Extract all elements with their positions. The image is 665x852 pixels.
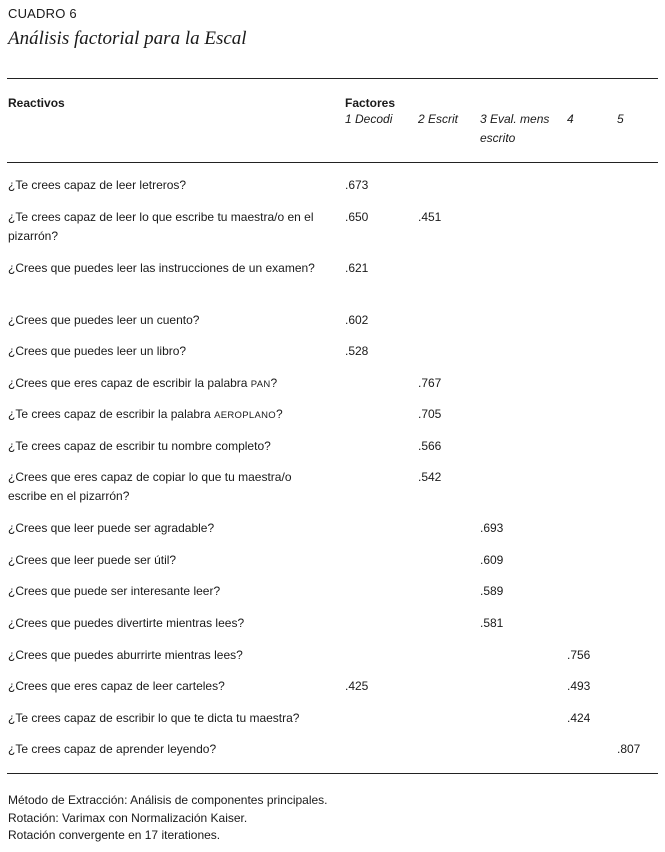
row-item-text: ¿Te crees capaz de escribir tu nombre completo? <box>8 439 271 453</box>
header-rule <box>7 162 658 163</box>
factor-1-loading: .425 <box>345 679 369 693</box>
factor-3-loading: .693 <box>480 521 504 535</box>
table-row <box>0 208 665 248</box>
factor-2-loading: .705 <box>418 407 442 421</box>
row-item-text: ¿Crees que eres capaz de escribir la palabra PAN? <box>8 376 278 390</box>
header-factor-4: 4 <box>567 112 574 126</box>
note-convergence: Rotación convergente en 17 iterationes. <box>8 828 221 842</box>
header-factors: Factores <box>345 96 396 110</box>
factor-3-loading: .581 <box>480 616 504 630</box>
factor-2-loading: .542 <box>418 470 442 484</box>
table-row <box>0 468 665 508</box>
header-factor-2: 2 Escrit <box>418 112 459 126</box>
row-item-text: ¿Crees que eres capaz de copiar lo que tu maestra/o escribe en el pizarrón? <box>8 470 292 503</box>
factor-3-loading: .609 <box>480 553 504 567</box>
row-item-text: ¿Te crees capaz de aprender leyendo? <box>8 742 217 756</box>
factor-2-loading: .451 <box>418 210 442 224</box>
factor-1-loading: .650 <box>345 210 369 224</box>
row-item-text: ¿Crees que puede ser interesante leer? <box>8 584 221 598</box>
row-item-text: ¿Crees que leer puede ser útil? <box>8 553 177 567</box>
factor-3-loading: .589 <box>480 584 504 598</box>
factor-1-loading: .602 <box>345 313 369 327</box>
table-label: CUADRO 6 <box>8 6 77 21</box>
header-factor-3: 3 Eval. mens <box>480 112 550 126</box>
factor-1-loading: .673 <box>345 178 369 192</box>
factor-4-loading: .493 <box>567 679 591 693</box>
table-row <box>0 740 665 780</box>
row-item-text: ¿Crees que puedes leer las instrucciones de un examen? <box>8 261 315 275</box>
row-item-text: ¿Crees que puedes leer un cuento? <box>8 313 200 327</box>
factor-4-loading: .424 <box>567 711 591 725</box>
table-notes <box>8 792 328 845</box>
row-item-text: ¿Crees que eres capaz de leer carteles? <box>8 679 225 693</box>
table-row <box>0 259 665 299</box>
row-item-text: ¿Te crees capaz de escribir lo que te dicta tu maestra? <box>8 711 300 725</box>
row-item-text: ¿Te crees capaz de escribir la palabra AEROPLANO? <box>8 407 283 421</box>
header-factor-1: 1 Decodi <box>345 112 393 126</box>
row-item-text: ¿Te crees capaz de leer letreros? <box>8 178 187 192</box>
row-item-text: ¿Crees que puedes divertirte mientras lees? <box>8 616 245 630</box>
factor-2-loading: .566 <box>418 439 442 453</box>
factor-1-loading: .621 <box>345 261 369 275</box>
row-item-text: ¿Crees que puedes aburrirte mientras lees? <box>8 648 243 662</box>
row-item-text: ¿Crees que puedes leer un libro? <box>8 344 187 358</box>
note-rotation: Rotación: Varimax con Normalización Kaiser. <box>8 810 248 825</box>
bottom-rule <box>7 773 658 774</box>
row-item-text: ¿Te crees capaz de leer lo que escribe tu maestra/o en el pizarrón? <box>8 210 314 243</box>
header-factor-5: 5 <box>617 112 624 126</box>
row-item-text: ¿Crees que leer puede ser agradable? <box>8 521 215 535</box>
table-title: Análisis factorial para la Escal <box>8 28 247 49</box>
header-factor-3-line2: escrito <box>480 131 516 145</box>
note-extraction: Método de Extracción: Análisis de componentes principales. <box>8 793 328 807</box>
factor-2-loading: .767 <box>418 376 442 390</box>
factor-1-loading: .528 <box>345 344 369 358</box>
top-rule <box>7 78 658 79</box>
header-items: Reactivos <box>8 96 65 110</box>
factor-4-loading: .756 <box>567 648 591 662</box>
factor-5-loading: .807 <box>617 742 641 756</box>
